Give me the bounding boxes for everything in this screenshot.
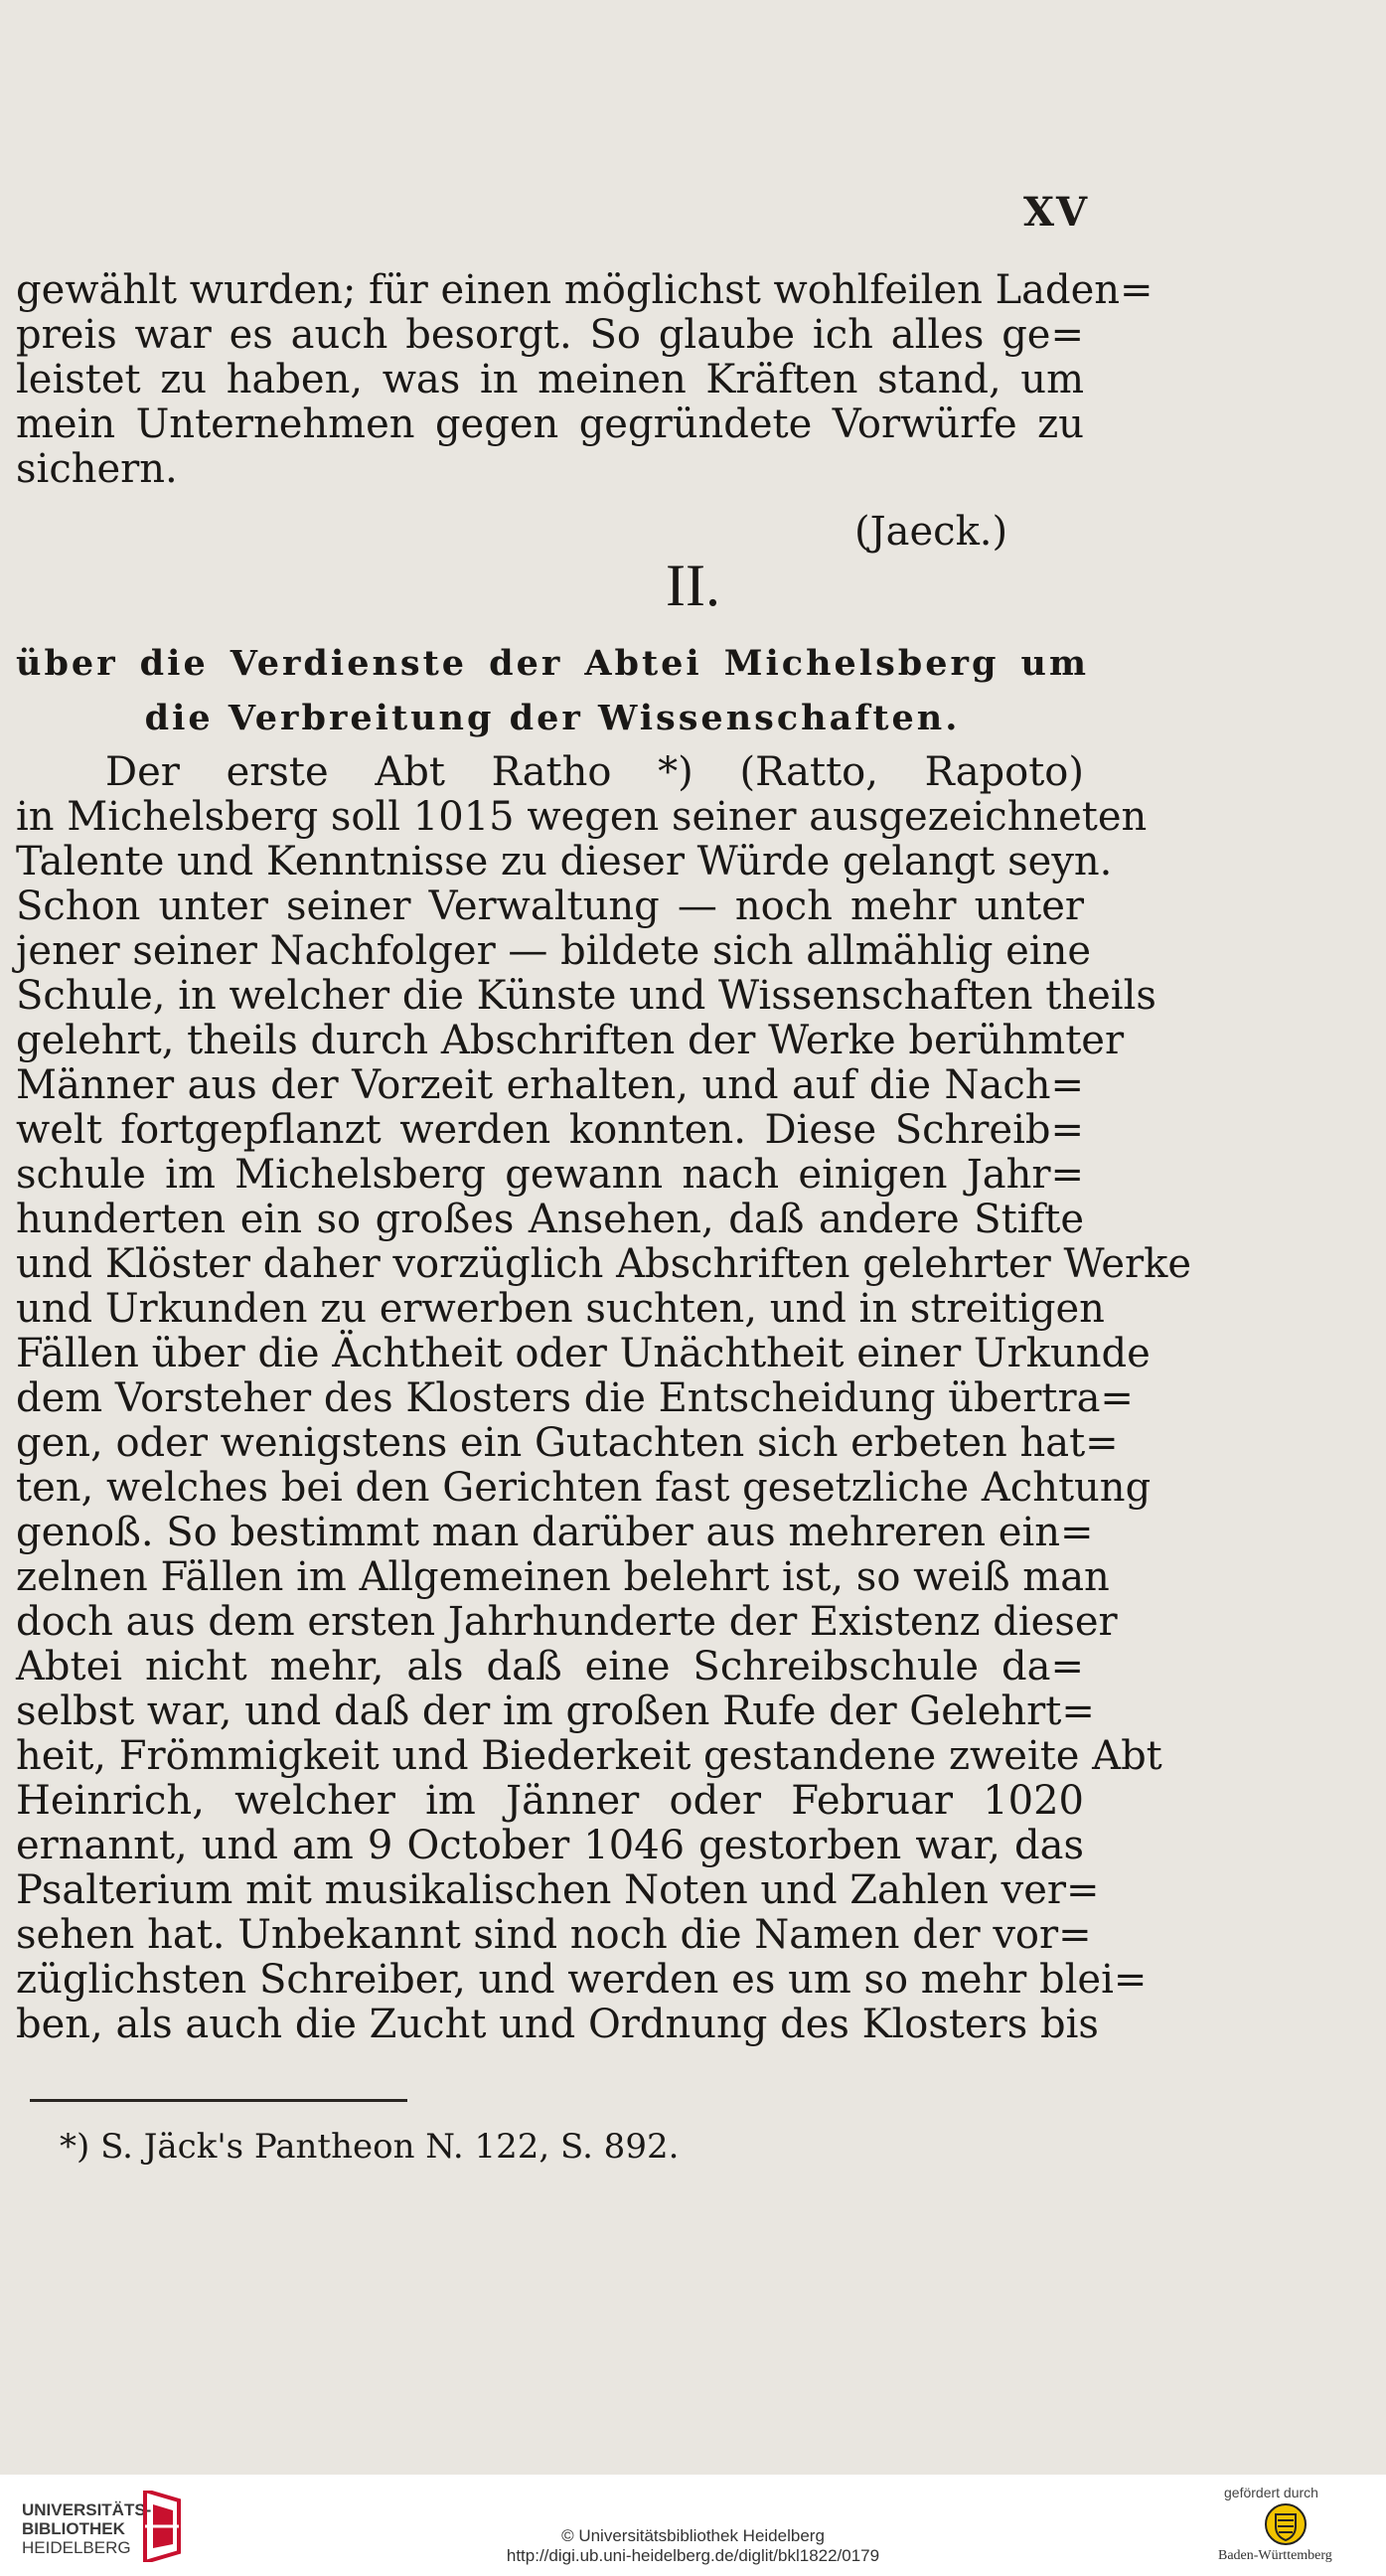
text-line: ben, als auch die Zucht und Ordnung des Klosters bis — [16, 2002, 1099, 2047]
text-line: sehen hat. Unbekannt sind noch die Namen der vor= — [16, 1912, 1092, 1958]
text-line: Psalterium mit musikalischen Noten und Zahlen ver= — [16, 1867, 1100, 1913]
funder-name: Baden-Württemberg — [1218, 2548, 1332, 2563]
text-line: Abtei nicht mehr, als daß eine Schreibschule da= — [16, 1644, 1084, 1690]
section-title-line: über die Verdienste der Abtei Michelsberg um — [16, 643, 1089, 684]
text-line: gewählt wurden; für einen möglichst wohlfeilen Laden= — [16, 267, 1154, 313]
text-line: dem Vorsteher des Klosters die Entscheidung übertra= — [16, 1375, 1134, 1421]
text-line: Schon unter seiner Verwaltung — noch mehr unter — [16, 884, 1084, 929]
intro-paragraph — [16, 267, 1154, 492]
copyright-notice — [0, 2526, 1386, 2566]
text-line: leistet zu haben, was in meinen Kräften stand, um — [16, 357, 1084, 402]
baden-wuerttemberg-crest-icon[interactable] — [1264, 2502, 1308, 2546]
text-line: züglichsten Schreiber, und werden es um so mehr blei= — [16, 1957, 1148, 2003]
text-line: jener seiner Nachfolger — bildete sich allmählig eine — [16, 928, 1092, 974]
section-title-line: die Verbreitung der Wissenschaften. — [144, 698, 961, 738]
text-line: Schule, in welcher die Künste und Wissenschaften theils — [16, 973, 1156, 1019]
author-signature: (Jaeck.) — [854, 509, 1008, 555]
footnote-divider — [30, 2099, 407, 2102]
section-number: II. — [666, 553, 720, 618]
text-line: und Urkunden zu erwerben suchten, und in streitigen — [16, 1286, 1105, 1332]
text-line: ten, welches bei den Gerichten fast gesetzliche Achtung — [16, 1465, 1152, 1511]
permalink[interactable]: http://digi.ub.uni-heidelberg.de/diglit/bkl1822/0179 — [506, 2546, 880, 2565]
body-paragraph — [16, 749, 1192, 2047]
text-line: Fällen über die Ächtheit oder Unächtheit einer Urkunde — [16, 1331, 1151, 1376]
funded-by-label: gefördert durch — [1224, 2485, 1318, 2500]
section-title — [16, 636, 1089, 745]
text-line: welt fortgepflanzt werden konnten. Diese Schreib= — [16, 1107, 1084, 1153]
text-line: mein Unternehmen gegen gegründete Vorwürfe zu — [16, 402, 1084, 447]
copyright-text: © Universitätsbibliothek Heidelberg — [561, 2526, 825, 2545]
text-line: gen, oder wenigstens ein Gutachten sich erbeten hat= — [16, 1420, 1119, 1466]
text-line: heit, Frömmigkeit und Biederkeit gestandene zweite Abt — [16, 1733, 1162, 1779]
library-name-line: BIBLIOTHEK — [22, 2519, 125, 2538]
text-line: in Michelsberg soll 1015 wegen seiner ausgezeichneten — [16, 794, 1148, 840]
text-line: genoß. So bestimmt man darüber aus mehreren ein= — [16, 1510, 1094, 1555]
library-name-line: HEIDELBERG — [22, 2538, 131, 2557]
text-line: Talente und Kenntnisse zu dieser Würde gelangt seyn. — [16, 839, 1113, 885]
text-line: schule im Michelsberg gewann nach einigen Jahr= — [16, 1152, 1084, 1198]
text-line: selbst war, und daß der im großen Rufe der Gelehrt= — [16, 1689, 1095, 1734]
text-line: sichern. — [16, 446, 178, 492]
text-line: preis war es auch besorgt. So glaube ich alles ge= — [16, 312, 1084, 358]
text-line: und Klöster daher vorzüglich Abschriften gelehrter Werke — [16, 1241, 1192, 1287]
library-name-line: UNIVERSITÄTS- — [22, 2500, 152, 2519]
page-footer — [0, 2475, 1386, 2576]
text-line: zelnen Fällen im Allgemeinen belehrt ist, so weiß man — [16, 1554, 1110, 1600]
footnote: *) S. Jäck's Pantheon N. 122, S. 892. — [60, 2127, 680, 2167]
text-line: gelehrt, theils durch Abschriften der Werke berühmter — [16, 1018, 1125, 1063]
text-line: Der erste Abt Ratho *) (Ratto, Rapoto) — [105, 749, 1084, 795]
text-line: Männer aus der Vorzeit erhalten, und auf die Nach= — [16, 1062, 1084, 1108]
text-line: Heinrich, welcher im Jänner oder Februar 1020 — [16, 1778, 1084, 1824]
text-line: ernannt, und am 9 October 1046 gestorben war, das — [16, 1823, 1084, 1868]
text-line: doch aus dem ersten Jahrhunderte der Existenz dieser — [16, 1599, 1118, 1645]
text-line: hunderten ein so großes Ansehen, daß andere Stifte — [16, 1197, 1084, 1242]
page-number: XV — [1023, 189, 1090, 236]
